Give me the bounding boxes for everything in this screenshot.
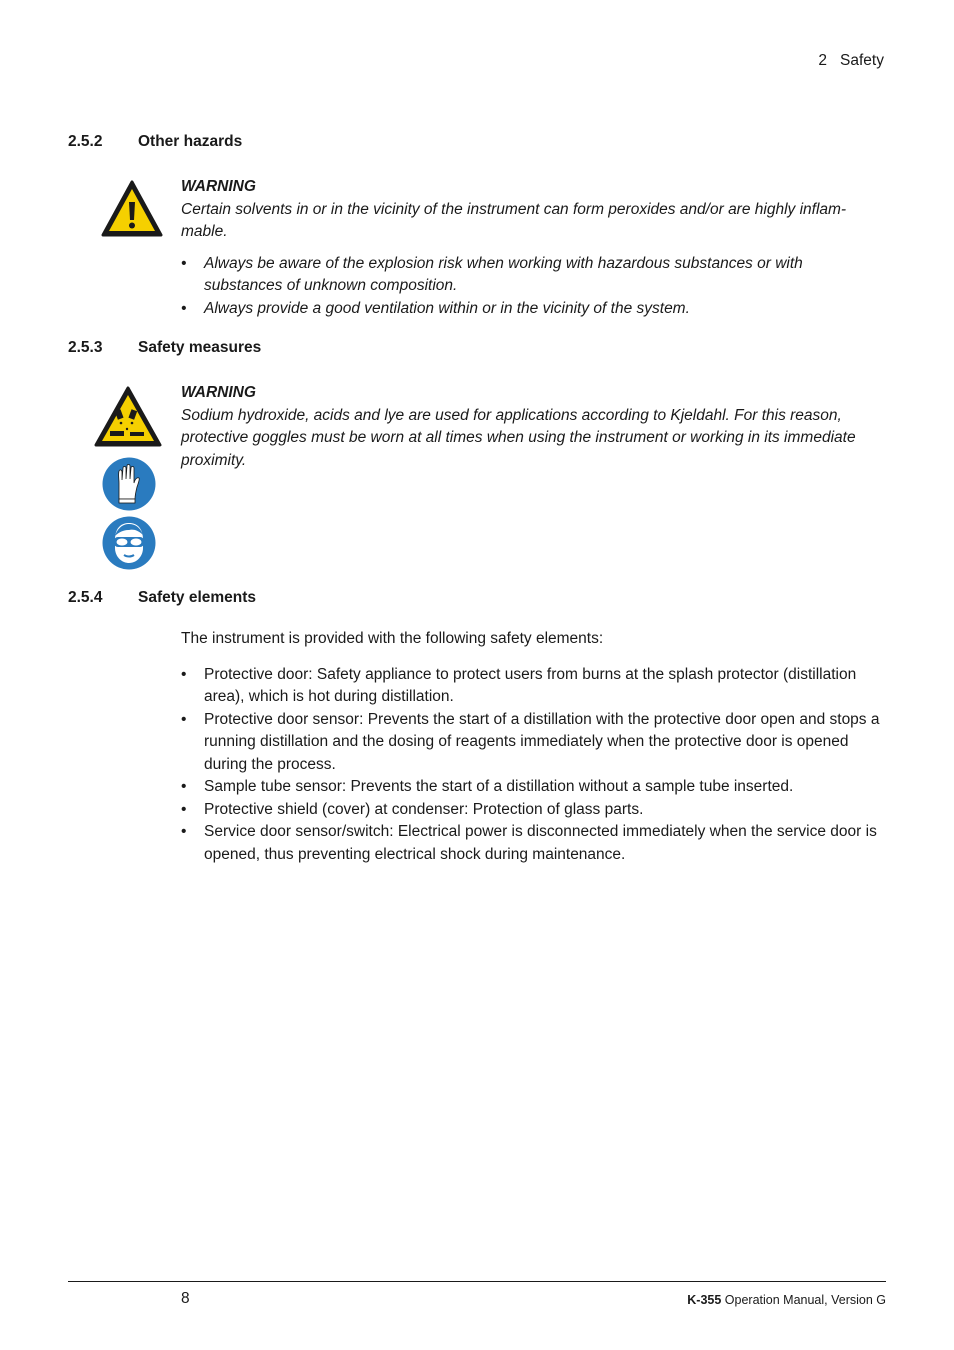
section-number: 2.5.4	[68, 589, 103, 606]
warning-title: WARNING	[181, 384, 256, 401]
list-item	[181, 253, 871, 298]
bullet-glyph: •	[181, 800, 187, 818]
doc-title: Operation Manual, Version G	[724, 1293, 886, 1307]
warning-text: Sodium hydroxide, acids and lye are used for applications according to Kjeldahl. For this reason, protective goggles must be worn at all times when using the instrument or working in its immediate proximity.	[181, 406, 856, 469]
intro-paragraph: The instrument is provided with the following safety elements:	[181, 630, 604, 647]
safety-elements-block	[181, 628, 886, 866]
list-item-text: Protective shield (cover) at condenser: Protection of glass parts.	[204, 800, 644, 818]
list-item	[181, 821, 886, 866]
list-item	[181, 298, 871, 321]
page-number: 8	[181, 1290, 190, 1307]
list-item-text: Sample tube sensor: Prevents the start of a distillation without a sample tube inserted.	[204, 778, 794, 795]
list-item	[181, 799, 886, 822]
footer-divider	[68, 1281, 886, 1282]
warning-exclamation-icon	[101, 180, 163, 238]
bullet-glyph: •	[181, 665, 187, 683]
bullet-glyph: •	[181, 778, 187, 795]
list-item-text: Always be aware of the explosion risk when working with hazardous substances or with substances of unknown composition.	[204, 254, 803, 294]
chapter-title: Safety	[840, 52, 884, 69]
list-item-text: Service door sensor/switch: Electrical power is disconnected immediately when the service door is opened, thus preventing electrical shock during maintenance.	[204, 823, 877, 863]
list-item	[181, 664, 886, 709]
warning-block-2-5-3	[181, 382, 871, 472]
gloves-mandatory-icon	[100, 455, 158, 513]
section-heading-2-5-3	[68, 339, 261, 357]
warning-title: WARNING	[181, 178, 256, 195]
section-heading-2-5-4	[68, 589, 256, 607]
bullet-glyph: •	[181, 710, 187, 728]
warning-text: Certain solvents in or in the vicinity of the instrument can form peroxides and/or are highly inflam-mable.	[181, 200, 847, 240]
list-item-text: Protective door sensor: Prevents the start of a distillation with the protective door open and stops a running distillation and the dosing of reagents immediately when the protective door is opened during the process.	[204, 710, 880, 773]
warning-block-2-5-2	[181, 176, 871, 320]
section-title: Safety elements	[138, 589, 257, 606]
section-number: 2.5.3	[68, 339, 103, 356]
bullet-glyph: •	[181, 823, 187, 840]
product-name: K-355	[687, 1293, 722, 1307]
warning-bullet-list	[181, 253, 871, 321]
corrosive-warning-icon	[94, 386, 162, 448]
safety-elements-list	[181, 664, 886, 867]
bullet-glyph: •	[181, 299, 187, 317]
list-item	[181, 709, 886, 777]
list-item-text: Always provide a good ventilation within or in the vicinity of the system.	[204, 299, 690, 317]
bullet-glyph: •	[181, 254, 187, 272]
goggles-mandatory-icon	[100, 514, 158, 572]
section-number: 2.5.2	[68, 133, 103, 150]
running-header	[818, 52, 884, 70]
footer-document-title	[687, 1293, 886, 1307]
section-heading-2-5-2	[68, 133, 242, 151]
section-title: Other hazards	[138, 133, 243, 150]
list-item	[181, 776, 886, 799]
list-item-text: Protective door: Safety appliance to protect users from burns at the splash protector (distillation area), which is hot during distillation.	[204, 665, 857, 705]
chapter-number: 2	[818, 52, 828, 69]
section-title: Safety measures	[138, 339, 262, 356]
